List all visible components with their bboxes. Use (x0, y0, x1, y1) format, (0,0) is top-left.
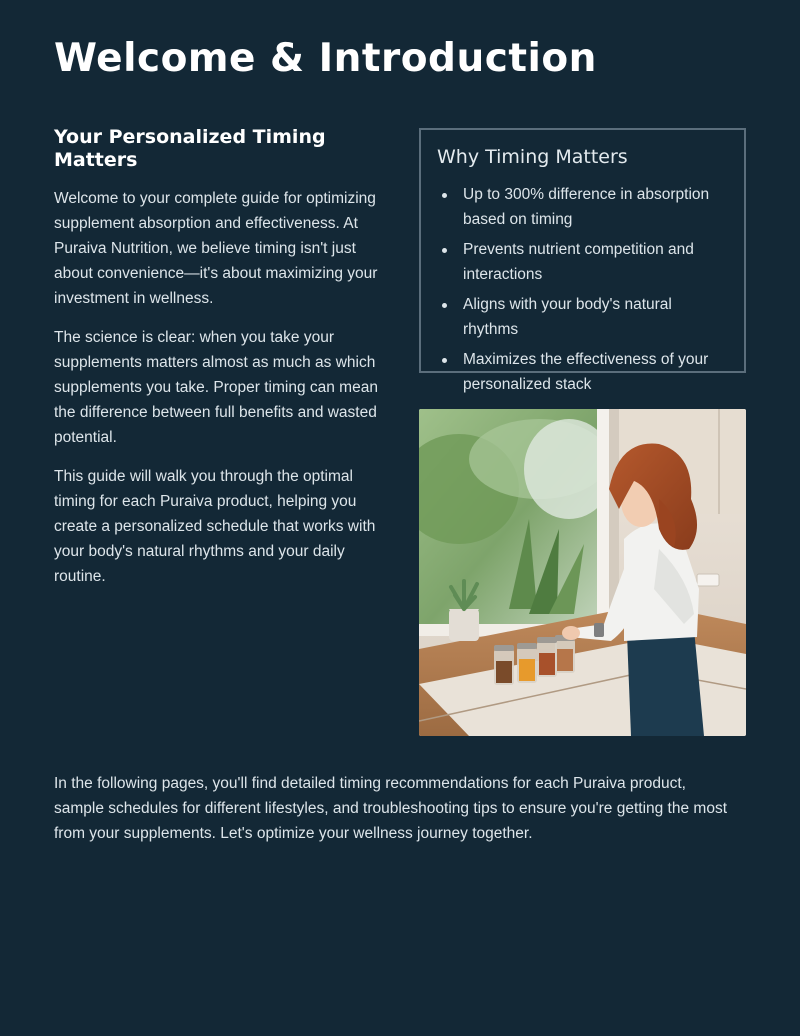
callout-title: Why Timing Matters (437, 146, 628, 168)
why-timing-callout (419, 128, 746, 393)
woman-with-supplements-photo (419, 409, 746, 736)
bullet-icon (442, 248, 447, 253)
intro-paragraph-2: The science is clear: when you take your supplements matters almost as much as which supplements you take. Proper timing can mean the difference between full benefits and wasted potential. (54, 329, 378, 446)
callout-item (437, 182, 726, 232)
callout-item (437, 292, 726, 342)
bullet-icon (442, 358, 447, 363)
closing-paragraph: In the following pages, you'll find detailed timing recommendations for each Puraiva product, sample schedules for different lifestyles, and troubleshooting tips to ensure you're getting the most from your supplements. Let's optimize your wellness journey together. (54, 775, 728, 842)
bullet-icon (442, 303, 447, 308)
intro-section (54, 126, 386, 603)
callout-item-text: Maximizes the effectiveness of your personalized stack (463, 351, 709, 393)
callout-item-text: Up to 300% difference in absorption based on timing (463, 186, 710, 228)
photo-illustration (419, 409, 746, 736)
bullet-icon (442, 193, 447, 198)
callout-item-text: Prevents nutrient competition and interactions (463, 241, 694, 283)
callout-list (437, 182, 726, 397)
intro-paragraph-3: This guide will walk you through the optimal timing for each Puraiva product, helping you create a personalized schedule that works with your body's natural rhythms and your daily routine. (54, 468, 376, 585)
intro-paragraph-1: Welcome to your complete guide for optimizing supplement absorption and effectiveness. At Puraiva Nutrition, we believe timing isn't just about convenience—it's about maximizing your investment in wellness. (54, 190, 378, 307)
callout-item-text: Aligns with your body's natural rhythms (463, 296, 672, 338)
page-title: Welcome & Introduction (54, 36, 597, 81)
intro-heading: Your Personalized Timing Matters (54, 126, 326, 171)
callout-item (437, 237, 726, 287)
callout-item (437, 347, 726, 397)
